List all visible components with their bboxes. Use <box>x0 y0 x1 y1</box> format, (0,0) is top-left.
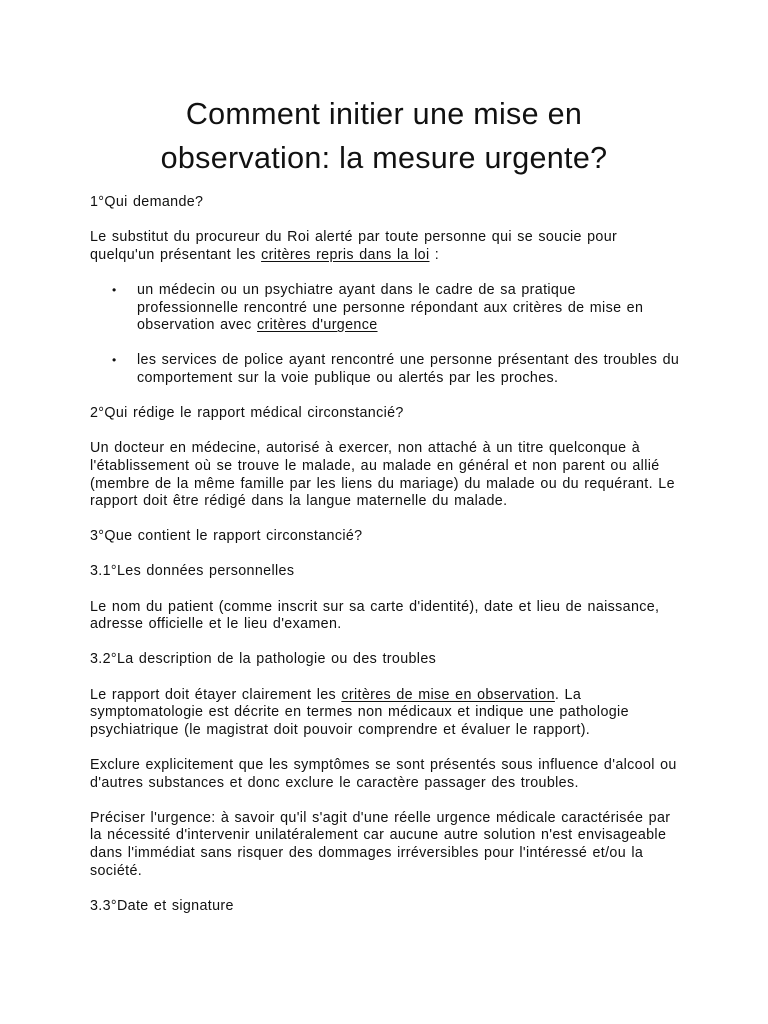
title-line-2: observation: la mesure urgente? <box>160 141 608 175</box>
subsection-heading-3-3: 3.3°Date et signature <box>90 897 234 914</box>
bullet-icon: • <box>112 353 117 368</box>
section-heading-q2: 2°Qui rédige le rapport médical circonstancié? <box>90 405 404 422</box>
q1-bullet-list <box>90 282 680 388</box>
section-heading-q3: 3°Que contient le rapport circonstancié? <box>90 528 363 545</box>
document-body <box>90 194 680 933</box>
q2-paragraph: Un docteur en médecine, autorisé à exercer, non attaché à un titre quelconque à l'établissement où se trouve le malade, au malade en général et non parent ou allié (membre de la même famille par les liens du mariage) du malade ou du requérant. Le rapport doit être rédigé dans la langue maternelle du malade. <box>90 440 675 510</box>
subsection-heading-3-2: 3.2°La description de la pathologie ou des troubles <box>90 651 437 668</box>
s32-paragraph-2: Exclure explicitement que les symptômes se sont présentés sous influence d'alcool ou d'autres substances et donc exclure le caractère passager des troubles. <box>90 757 677 791</box>
q1-intro-paragraph: Le substitut du procureur du Roi alerté par toute personne qui se soucie pour quelqu'un présentant les critères repris dans la loi : <box>90 229 618 263</box>
s31-paragraph: Le nom du patient (comme inscrit sur sa carte d'identité), date et lieu de naissance, adresse officielle et le lieu d'examen. <box>90 598 660 633</box>
title-line-1: Comment initier une mise en <box>185 97 583 131</box>
link-criteres-urgence[interactable]: critères d'urgence <box>257 317 378 334</box>
list-item: • les services de police ayant rencontré une personne présentant des troubles du comportement sur la voie publique ou alertés par les proches. <box>112 352 680 386</box>
subsection-heading-3-1: 3.1°Les données personnelles <box>90 563 295 580</box>
s32-paragraph-3: Préciser l'urgence: à savoir qu'il s'agit d'une réelle urgence médicale caractérisée par la nécessité d'intervenir unilatéralement car aucune autre solution n'est envisageable dans l'immédiat sans risquer des dommages irréversibles pour l'intéressé et/ou la société. <box>90 809 671 879</box>
s32-paragraph-1: Le rapport doit étayer clairement les critères de mise en observation. La symptomatologie est décrite en termes non médicaux et indique une pathologie psychiatrique (le magistrat doit pouvoir comprendre et évaluer le rapport). <box>90 686 629 738</box>
page-title <box>60 92 708 180</box>
link-criteres-observation[interactable]: critères de mise en observation <box>341 686 555 703</box>
section-heading-q1: 1°Qui demande? <box>90 194 204 210</box>
bullet-icon: • <box>112 282 117 297</box>
list-item: • un médecin ou un psychiatre ayant dans le cadre de sa pratique professionnelle rencontré une personne répondant aux critères de mise en observation avec critères d'urgence <box>112 281 644 334</box>
link-criteres-loi[interactable]: critères repris dans la loi <box>261 246 430 263</box>
